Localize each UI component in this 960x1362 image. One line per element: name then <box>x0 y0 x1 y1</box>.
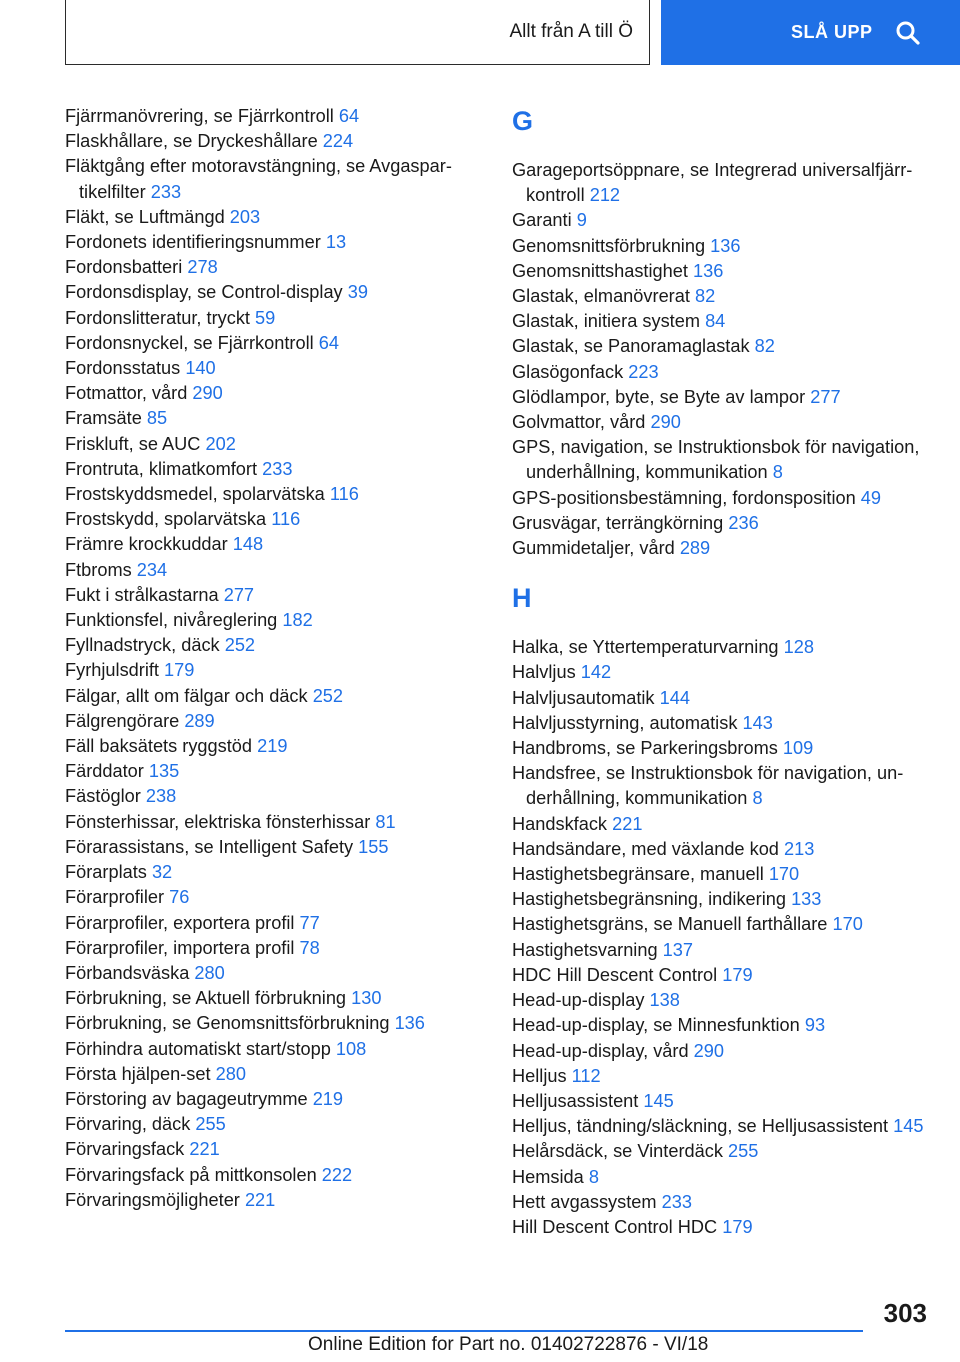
page-link[interactable]: 277 <box>810 386 841 407</box>
index-entry <box>512 158 932 208</box>
index-entry-text: Hastighetsgräns, se Manuell farthållare <box>512 914 828 935</box>
index-entry <box>65 1163 485 1188</box>
index-entry <box>512 435 932 485</box>
index-entry <box>65 1062 485 1087</box>
page-link[interactable]: 252 <box>224 635 256 656</box>
index-entry-text: Glastak, elmanövrerat <box>512 286 690 307</box>
index-entry-text: Helårsdäck, se Vinterdäck <box>512 1141 723 1162</box>
index-entry-text: GPS-positionsbestämning, fordonsposition <box>512 487 856 508</box>
page-link[interactable]: 212 <box>589 185 621 206</box>
index-entry-text: Färddator <box>65 761 144 782</box>
page-link[interactable]: 145 <box>893 1116 924 1137</box>
index-entry <box>512 1013 932 1038</box>
index-entry-text: Framsäte <box>65 408 142 429</box>
page-link[interactable]: 136 <box>692 260 724 281</box>
index-entry-text: Gummidetaljer, vård <box>512 538 675 559</box>
index-entry <box>65 205 485 230</box>
index-entry <box>512 259 932 284</box>
index-entry-text: Halka, se Yttertemperaturvarning <box>512 637 779 658</box>
index-entry-text: Flaskhållare, se Dryckeshållare <box>65 131 318 152</box>
page-link[interactable]: 213 <box>784 838 815 859</box>
page-link[interactable]: 8 <box>752 788 763 809</box>
index-entry <box>65 633 485 658</box>
page-link[interactable]: 82 <box>754 336 775 357</box>
page-link[interactable]: 82 <box>694 286 716 307</box>
page-link[interactable]: 280 <box>194 962 225 983</box>
page-link[interactable]: 221 <box>612 813 643 834</box>
index-entry <box>65 911 485 936</box>
index-entry <box>512 736 932 761</box>
index-entry <box>65 734 485 759</box>
index-entry-text: Fästöglor <box>65 786 141 807</box>
page-link[interactable]: 84 <box>705 311 726 332</box>
index-entry-text: Fjärrmanövrering, se Fjärrkontroll <box>65 106 334 126</box>
index-entry <box>512 887 932 912</box>
page-link[interactable]: 278 <box>187 257 218 278</box>
page-link[interactable]: 77 <box>299 912 320 933</box>
index-entry <box>65 608 485 633</box>
index-entry-text: Glastak, initiera system <box>512 311 700 332</box>
page-link[interactable]: 135 <box>148 761 180 782</box>
page-link[interactable]: 233 <box>262 458 293 479</box>
page-link[interactable]: 238 <box>145 786 177 807</box>
index-entry <box>65 532 485 557</box>
index-entry-text: Head-up-display, se Minnesfunktion <box>512 1015 800 1036</box>
index-entry-text: Förbrukning, se Aktuell förbrukning <box>65 988 347 1009</box>
page-link[interactable]: 144 <box>659 687 690 708</box>
page-link[interactable]: 128 <box>783 637 814 658</box>
index-entry <box>65 356 485 381</box>
index-entry <box>65 1137 485 1162</box>
page-link[interactable]: 130 <box>351 988 382 1009</box>
page-link[interactable]: 13 <box>325 232 347 253</box>
index-entry-text: Funktionsfel, nivåreglering <box>65 610 278 631</box>
index-entry-text: Fordonslitteratur, tryckt <box>65 307 250 328</box>
index-entry <box>65 432 485 457</box>
index-entry <box>512 711 932 736</box>
index-entry <box>65 1188 485 1213</box>
index-entry <box>65 885 485 910</box>
index-entry <box>512 1064 932 1089</box>
page-link[interactable]: 64 <box>338 106 360 126</box>
page-link[interactable]: 136 <box>394 1013 425 1034</box>
index-entry <box>65 1011 485 1036</box>
page-link[interactable]: 143 <box>742 712 773 733</box>
index-entry-text: Förvaringsfack på mittkonsolen <box>65 1164 317 1185</box>
page-link[interactable]: 252 <box>312 685 344 706</box>
page-link[interactable]: 145 <box>643 1090 674 1111</box>
page-link[interactable]: 179 <box>722 1216 753 1237</box>
page-link[interactable]: 233 <box>661 1191 692 1212</box>
index-entry <box>512 309 932 334</box>
index-entry <box>65 835 485 860</box>
search-tab[interactable] <box>661 0 960 65</box>
page-link[interactable]: 138 <box>649 990 680 1011</box>
page-link[interactable]: 85 <box>146 408 168 429</box>
index-entry <box>512 360 932 385</box>
index-entry <box>512 410 932 435</box>
index-entry <box>65 154 485 204</box>
page-link[interactable]: 290 <box>650 412 681 433</box>
page-link[interactable]: 233 <box>150 181 182 202</box>
page-number: 303 <box>883 1298 927 1328</box>
page-link[interactable]: 64 <box>318 332 339 353</box>
index-entry-text: Fordonsnyckel, se Fjärrkontroll <box>65 332 314 353</box>
index-entry <box>65 482 485 507</box>
index-entry <box>512 234 932 259</box>
index-entry-text: Förarprofiler, importera profil <box>65 937 295 958</box>
index-entry-text: Friskluft, se AUC <box>65 433 201 454</box>
index-entry-text: Hastighetsbegränsare, manuell <box>512 864 764 885</box>
page-link[interactable]: 116 <box>271 509 301 530</box>
index-entry <box>65 936 485 961</box>
index-entry-text: Hastighetsbegränsning, indikering <box>512 889 786 910</box>
index-entry-text: Förhindra automatiskt start/stopp <box>65 1038 331 1059</box>
index-entry <box>512 1165 932 1190</box>
page-link[interactable]: 8 <box>772 462 783 483</box>
index-entry-text: Hett avgassystem <box>512 1191 657 1212</box>
page-link[interactable]: 203 <box>229 206 261 227</box>
index-entry <box>512 511 932 536</box>
index-entry <box>65 986 485 1011</box>
index-entry-text: Hill Descent Control HDC <box>512 1216 718 1237</box>
page-link[interactable]: 289 <box>184 710 215 731</box>
index-entry <box>65 1037 485 1062</box>
index-entry <box>512 938 932 963</box>
footer-divider <box>65 1330 863 1332</box>
index-entry-text: Frostskydd, spolarvätska <box>65 509 267 530</box>
page-link[interactable]: 219 <box>257 736 288 757</box>
index-entry-text: Förbrukning, se Genomsnittsförbrukning <box>65 1013 390 1034</box>
page-link[interactable]: 32 <box>151 862 173 883</box>
page-link[interactable]: 255 <box>195 1114 226 1135</box>
page-link[interactable]: 108 <box>335 1038 367 1059</box>
index-entry-text: Fordonsdisplay, se Control-display <box>65 282 343 303</box>
index-entry-text: HDC Hill Descent Control <box>512 964 718 985</box>
page-link[interactable]: 234 <box>136 559 168 580</box>
index-entry <box>65 406 485 431</box>
page-link[interactable]: 148 <box>232 534 264 555</box>
index-entry-text: Garanti <box>512 210 572 231</box>
index-entry-text: Fordonets identifieringsnummer <box>65 232 321 253</box>
page-link[interactable]: 202 <box>205 433 236 454</box>
index-entry <box>512 1190 932 1215</box>
index-entry-text: Glasögonfack <box>512 361 624 382</box>
page-link[interactable]: 277 <box>223 584 255 605</box>
index-entry-text: Fläkt, se Luftmängd <box>65 206 225 227</box>
page-link[interactable]: 179 <box>722 964 753 985</box>
index-entry-text: GPS, navigation, se Instruktionsbok för navigation, underhållning, kommunikation <box>512 437 920 483</box>
index-entry-text: Fyllnadstryck, däck <box>65 635 220 656</box>
index-entry-text: Genomsnittsförbrukning <box>512 235 706 256</box>
index-entry <box>65 381 485 406</box>
index-entry-text: Grusvägar, terrängkörning <box>512 512 724 533</box>
index-column-right <box>512 104 932 1240</box>
index-entry <box>512 963 932 988</box>
section-letter-heading: H <box>512 583 532 614</box>
index-entry-text: Halvljus <box>512 662 576 683</box>
index-entry-text: Förarprofiler, exportera profil <box>65 912 295 933</box>
page-link[interactable]: 290 <box>693 1040 724 1061</box>
index-entry <box>512 1039 932 1064</box>
page-link[interactable]: 93 <box>804 1015 826 1036</box>
index-entry-text: Förarplats <box>65 862 147 883</box>
index-entry-text: Glödlampor, byte, se Byte av lampor <box>512 386 806 407</box>
index-entry <box>512 208 932 233</box>
page-link[interactable]: 8 <box>588 1166 599 1187</box>
page-link[interactable]: 9 <box>576 210 587 231</box>
index-entry <box>512 837 932 862</box>
page-link[interactable]: 81 <box>375 811 396 832</box>
index-entry-text: Fläktgång efter motoravstängning, se Avgaspartikelfilter <box>65 156 452 202</box>
page-link[interactable]: 140 <box>185 358 216 379</box>
index-entry <box>65 331 485 356</box>
index-entry <box>65 810 485 835</box>
index-entry-text: Förstoring av bagageutrymme <box>65 1088 308 1109</box>
index-entry-text: Förvaringsfack <box>65 1139 185 1160</box>
index-entry-text: Fukt i strålkastarna <box>65 584 219 605</box>
index-entry <box>512 385 932 410</box>
index-entry-text: Fordonsstatus <box>65 358 181 379</box>
index-entry <box>65 784 485 809</box>
index-entry <box>65 860 485 885</box>
index-entry <box>512 862 932 887</box>
index-entry <box>65 1112 485 1137</box>
index-entry-text: Head-up-display, vård <box>512 1040 689 1061</box>
index-entry-text: Fönsterhissar, elektriska fönsterhissar <box>65 811 371 832</box>
index-entry-text: Fyrhjulsdrift <box>65 660 159 681</box>
a-to-z-tab[interactable] <box>65 0 650 65</box>
page-link[interactable]: 59 <box>255 307 276 328</box>
index-entry-text: Ftbroms <box>65 559 132 580</box>
index-entry-text: Handskfack <box>512 813 608 834</box>
index-entry-text: Helljus, tändning/släckning, se Helljusassistent <box>512 1116 889 1137</box>
page-link[interactable]: 170 <box>768 864 800 885</box>
page-link[interactable]: 109 <box>782 738 814 759</box>
index-entry <box>512 761 932 811</box>
index-entry-text: Fotmattor, vård <box>65 383 188 404</box>
page-link[interactable]: 236 <box>728 512 759 533</box>
index-entry <box>65 255 485 280</box>
index-entry <box>512 1114 932 1139</box>
search-icon <box>895 20 921 46</box>
top-navigation <box>0 0 960 65</box>
index-entry-text: Helljusassistent <box>512 1090 639 1111</box>
index-entry <box>65 507 485 532</box>
page-link[interactable]: 142 <box>580 662 612 683</box>
page-link[interactable]: 222 <box>321 1164 353 1185</box>
index-entry-text: Hastighetsvarning <box>512 939 658 960</box>
index-entry-text: Förbandsväska <box>65 962 190 983</box>
index-entry-text: Halvljusstyrning, automatisk <box>512 712 738 733</box>
search-tab-label: SLÅ UPP <box>791 22 873 42</box>
page-link[interactable]: 49 <box>860 487 882 508</box>
page-link[interactable]: 39 <box>347 282 368 303</box>
index-entry <box>65 457 485 482</box>
page-link[interactable]: 255 <box>728 1141 759 1162</box>
index-entry <box>512 334 932 359</box>
index-entry-text: Garageportsöppnare, se Integrerad universalfjärrkontroll <box>512 160 913 206</box>
index-entry <box>512 912 932 937</box>
page-link[interactable]: 76 <box>169 887 190 908</box>
page-link[interactable]: 219 <box>312 1088 344 1109</box>
page-link[interactable]: 280 <box>215 1063 246 1084</box>
page-link[interactable]: 170 <box>832 914 863 935</box>
index-entry <box>512 635 932 660</box>
index-entry-text: Genomsnittshastighet <box>512 260 688 281</box>
page-link[interactable]: 290 <box>192 383 223 404</box>
index-entry <box>65 558 485 583</box>
index-entry-text: Handsfree, se Instruktionsbok för navigation, underhållning, kommunikation <box>512 763 904 809</box>
index-entry-text: Fälgar, allt om fälgar och däck <box>65 685 308 706</box>
index-entry <box>512 284 932 309</box>
page-link[interactable]: 289 <box>679 538 711 559</box>
index-entry-text: Första hjälpen-set <box>65 1063 211 1084</box>
index-entry <box>65 280 485 305</box>
index-entry <box>512 1139 932 1164</box>
index-entry <box>65 684 485 709</box>
index-entry <box>65 583 485 608</box>
page-link[interactable]: 137 <box>662 939 694 960</box>
index-entry <box>512 1215 932 1240</box>
section-letter-heading: G <box>512 106 534 136</box>
index-entry <box>65 104 485 129</box>
index-entry-text: Fälgrengörare <box>65 710 180 731</box>
index-entry-text: Förarassistans, se Intelligent Safety <box>65 836 354 857</box>
index-entry <box>65 658 485 683</box>
page-link[interactable]: 221 <box>244 1189 276 1210</box>
page-link[interactable]: 136 <box>710 235 741 256</box>
index-entry <box>512 686 932 711</box>
index-entry <box>65 1087 485 1112</box>
index-entry-text: Förvaringsmöjligheter <box>65 1189 240 1210</box>
index-entry-text: Glastak, se Panoramaglastak <box>512 336 750 357</box>
page-link[interactable]: 224 <box>322 131 354 152</box>
index-entry-text: Head-up-display <box>512 990 645 1011</box>
a-to-z-tab-label: Allt från A till Ö <box>509 21 633 42</box>
page-link[interactable]: 182 <box>282 610 313 631</box>
index-entry <box>65 306 485 331</box>
index-entry <box>65 230 485 255</box>
page-link[interactable]: 112 <box>571 1065 601 1086</box>
index-entry-text: Hemsida <box>512 1166 584 1187</box>
index-entry <box>65 759 485 784</box>
index-entry-text: Golvmattor, vård <box>512 412 646 433</box>
index-column-left <box>65 104 485 1213</box>
index-entry <box>512 1089 932 1114</box>
index-entry-text: Främre krockkuddar <box>65 534 228 555</box>
index-entry <box>65 961 485 986</box>
index-entry <box>512 988 932 1013</box>
index-entry-text: Förvaring, däck <box>65 1114 191 1135</box>
page-link[interactable]: 179 <box>164 660 195 681</box>
index-entry-text: Handsändare, med växlande kod <box>512 838 779 859</box>
index-entry <box>512 486 932 511</box>
page-link[interactable]: 116 <box>329 484 359 505</box>
index-entry <box>512 812 932 837</box>
index-entry-text: Helljus <box>512 1065 567 1086</box>
page-link[interactable]: 155 <box>358 836 389 857</box>
index-entry-text: Halvljusautomatik <box>512 687 655 708</box>
index-entry <box>512 536 932 561</box>
index-entry-text: Förarprofiler <box>65 887 165 908</box>
page-link[interactable]: 221 <box>189 1139 220 1160</box>
page-link[interactable]: 223 <box>628 361 659 382</box>
index-entry <box>65 129 485 154</box>
index-entry-text: Frontruta, klimatkomfort <box>65 458 258 479</box>
index-entry-text: Frostskyddsmedel, spolarvätska <box>65 484 325 505</box>
edition-footer: Online Edition for Part no. 01402722876 - VI/18 <box>308 1334 709 1355</box>
index-entry <box>65 709 485 734</box>
index-entry <box>512 660 932 685</box>
page-link[interactable]: 133 <box>791 889 822 910</box>
index-entry-text: Fäll baksätets ryggstöd <box>65 736 253 757</box>
index-entry-text: Fordonsbatteri <box>65 257 183 278</box>
index-entry-text: Handbroms, se Parkeringsbroms <box>512 738 778 759</box>
page-link[interactable]: 78 <box>299 937 320 958</box>
